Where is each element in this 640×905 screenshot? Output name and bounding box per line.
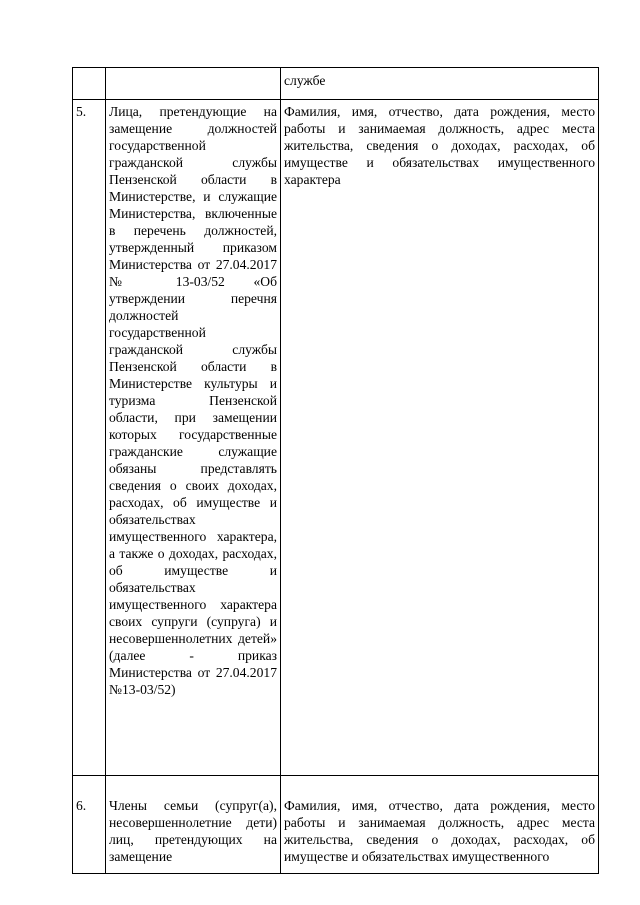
table-row — [73, 100, 599, 776]
table-row — [73, 68, 599, 100]
data-list-cell: службе — [281, 68, 599, 100]
data-list-cell: Фамилия, имя, отчество, дата рождения, место работы и занимаемая должность, адрес места жительства, сведения о доходах, расходах, об имуществе и обязательствах имущественного характера — [281, 100, 599, 776]
table-row — [73, 776, 599, 874]
personal-data-table — [72, 67, 599, 874]
row-number: 6. — [73, 776, 106, 874]
data-list-cell: Фамилия, имя, отчество, дата рождения, место работы и занимаемая должность, адрес места жительства, сведения о доходах, расходах, об имуществе и обязательствах имущественного — [281, 776, 599, 874]
row-number: 5. — [73, 100, 106, 776]
persons-category-cell: Члены семьи (супруг(а), несовершеннолетние дети) лиц, претендующих на замещение — [106, 776, 281, 874]
persons-category-cell — [106, 68, 281, 100]
row-number — [73, 68, 106, 100]
persons-category-cell: Лица, претендующие на замещение должностей государственной гражданской службы Пензенской области в Министерстве, и служащие Министерства, включенные в перечень должностей, утвержденный приказом Министерства от 27.04.2017 № 13-03/52 «Об утверждении перечня должностей государственной гражданской службы Пензенской области в Министерстве культуры и туризма Пензенской области, при замещении которых государственные гражданские служащие обязаны представлять сведения о своих доходах, расходах, об имуществе и обязательствах имущественного характера, а также о доходах, расходах, об имуществе и обязательствах имущественного характера своих супруги (супруга) и несовершеннолетних детей» (далее - приказ Министерства от 27.04.2017 №13-03/52) — [106, 100, 281, 776]
